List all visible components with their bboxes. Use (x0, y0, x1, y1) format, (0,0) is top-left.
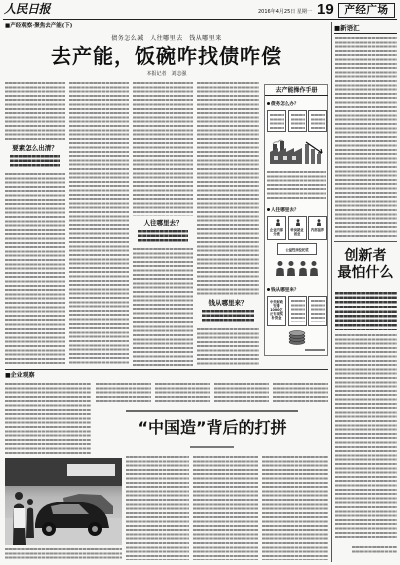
person-icon (316, 219, 322, 226)
people-group-icon (275, 260, 319, 276)
article-headline: “中国造”背后的打拼 (137, 418, 287, 437)
body-text-block (5, 383, 91, 455)
body-text-block (133, 248, 193, 366)
column-tag: ■企业观察 (5, 372, 35, 379)
sidebar-headline-line: 创新者 (344, 248, 387, 264)
column-divider (331, 22, 332, 562)
infographic-box-text (291, 300, 305, 322)
infographic-box (308, 296, 327, 326)
infographic-credit (305, 349, 325, 351)
body-text-block (197, 328, 259, 366)
body-text-block (5, 173, 65, 366)
sidebar-lead-text (335, 292, 397, 330)
infographic-box-text (270, 114, 284, 130)
infographic-box (288, 110, 307, 132)
infographic-box-text (291, 114, 305, 130)
infographic-box (308, 110, 327, 132)
body-text-block (155, 383, 210, 403)
article-byline (190, 446, 234, 448)
infographic-box (308, 216, 327, 240)
question-marker-icon (267, 208, 270, 211)
infographic-question-text: 债务怎么办？ (271, 102, 299, 107)
issue-date: 2016年4月25日 星期一 (258, 9, 312, 15)
infographic-box-label: 中央财政安排1000亿元专项奖补资金 (269, 300, 284, 320)
page-editor-credits (352, 546, 397, 553)
infographic-description-text (267, 171, 326, 201)
article-kicker: 债务怎么减 人往哪里去 钱从哪里来 (111, 35, 222, 42)
subhead-block (5, 144, 65, 170)
body-text-block (197, 82, 259, 296)
infographic-box-label: 公益性岗位托底 (285, 247, 309, 252)
infographic-box-label: 企业内部分流 (269, 228, 284, 236)
infographic-title: 去产能操作手册 (265, 86, 328, 96)
column-tag: ■产经观察·聚焦去产能(下) (5, 23, 73, 29)
subhead-block (197, 299, 259, 325)
infographic-box (267, 110, 286, 132)
sidebar-text-block (335, 37, 397, 237)
infographic-box (277, 243, 317, 255)
body-text-block (126, 456, 189, 560)
infographic-question (267, 102, 299, 108)
person-icon (295, 219, 301, 226)
infographic-box-label: 转岗就业创业 (290, 228, 304, 236)
person-icon (275, 219, 281, 226)
body-text-block (193, 456, 258, 560)
coin-stack-icon (287, 329, 307, 345)
infographic-question-text: 钱从哪里来？ (271, 288, 299, 293)
infographic-box (288, 216, 307, 240)
sidebar-column-tag: ■新语汇 (334, 24, 397, 34)
sidebar-text-block (335, 334, 397, 539)
sidebar-headline (334, 248, 397, 282)
body-text-block (262, 456, 328, 560)
body-text-block (69, 82, 129, 366)
sidebar-headline-line: 最怕什么 (337, 265, 394, 281)
question-marker-icon (267, 288, 270, 291)
photo-caption (5, 548, 122, 559)
subhead-block (133, 219, 193, 245)
body-text-block (273, 383, 328, 403)
car-exhibition-photo (5, 458, 122, 545)
body-text-block (96, 383, 151, 403)
infographic-box-text (311, 300, 325, 322)
subhead-question: 人往哪里去？ (143, 219, 183, 227)
page-number: 19 (317, 1, 334, 18)
newspaper-logo: 人民日报 (4, 2, 51, 16)
page-section-title: 产经广场 (338, 3, 395, 18)
infographic-question (267, 208, 299, 214)
subhead-summary-text (202, 310, 254, 323)
infographic-box (267, 296, 286, 326)
subhead-summary-text (138, 230, 188, 243)
infographic-box-text (311, 114, 325, 130)
factory-icon (269, 138, 303, 164)
body-text-block (133, 82, 193, 216)
infographic (264, 84, 328, 356)
article-byline: 本报记者 刘志强 (146, 71, 187, 77)
subhead-question: 钱从哪里来？ (208, 299, 248, 307)
subhead-question: 要素怎么出清？ (12, 144, 58, 152)
article-headline: 去产能，饭碗咋找债咋偿 (51, 44, 282, 68)
infographic-question-text: 人往哪里去？ (271, 208, 299, 213)
masthead-rule (3, 19, 397, 20)
question-marker-icon (267, 102, 270, 105)
sidebar-divider (334, 241, 397, 242)
section-divider (5, 369, 328, 370)
body-text-block (5, 82, 65, 142)
infographic-question (267, 288, 299, 294)
infographic-box-label: 内部退养 (310, 228, 325, 232)
infographic-box (267, 216, 286, 240)
headline-block (96, 405, 328, 452)
article-kicker (126, 410, 298, 412)
chart-down-icon (304, 140, 326, 164)
subhead-summary-text (10, 155, 60, 168)
body-text-block (214, 383, 269, 403)
infographic-box (288, 296, 307, 326)
